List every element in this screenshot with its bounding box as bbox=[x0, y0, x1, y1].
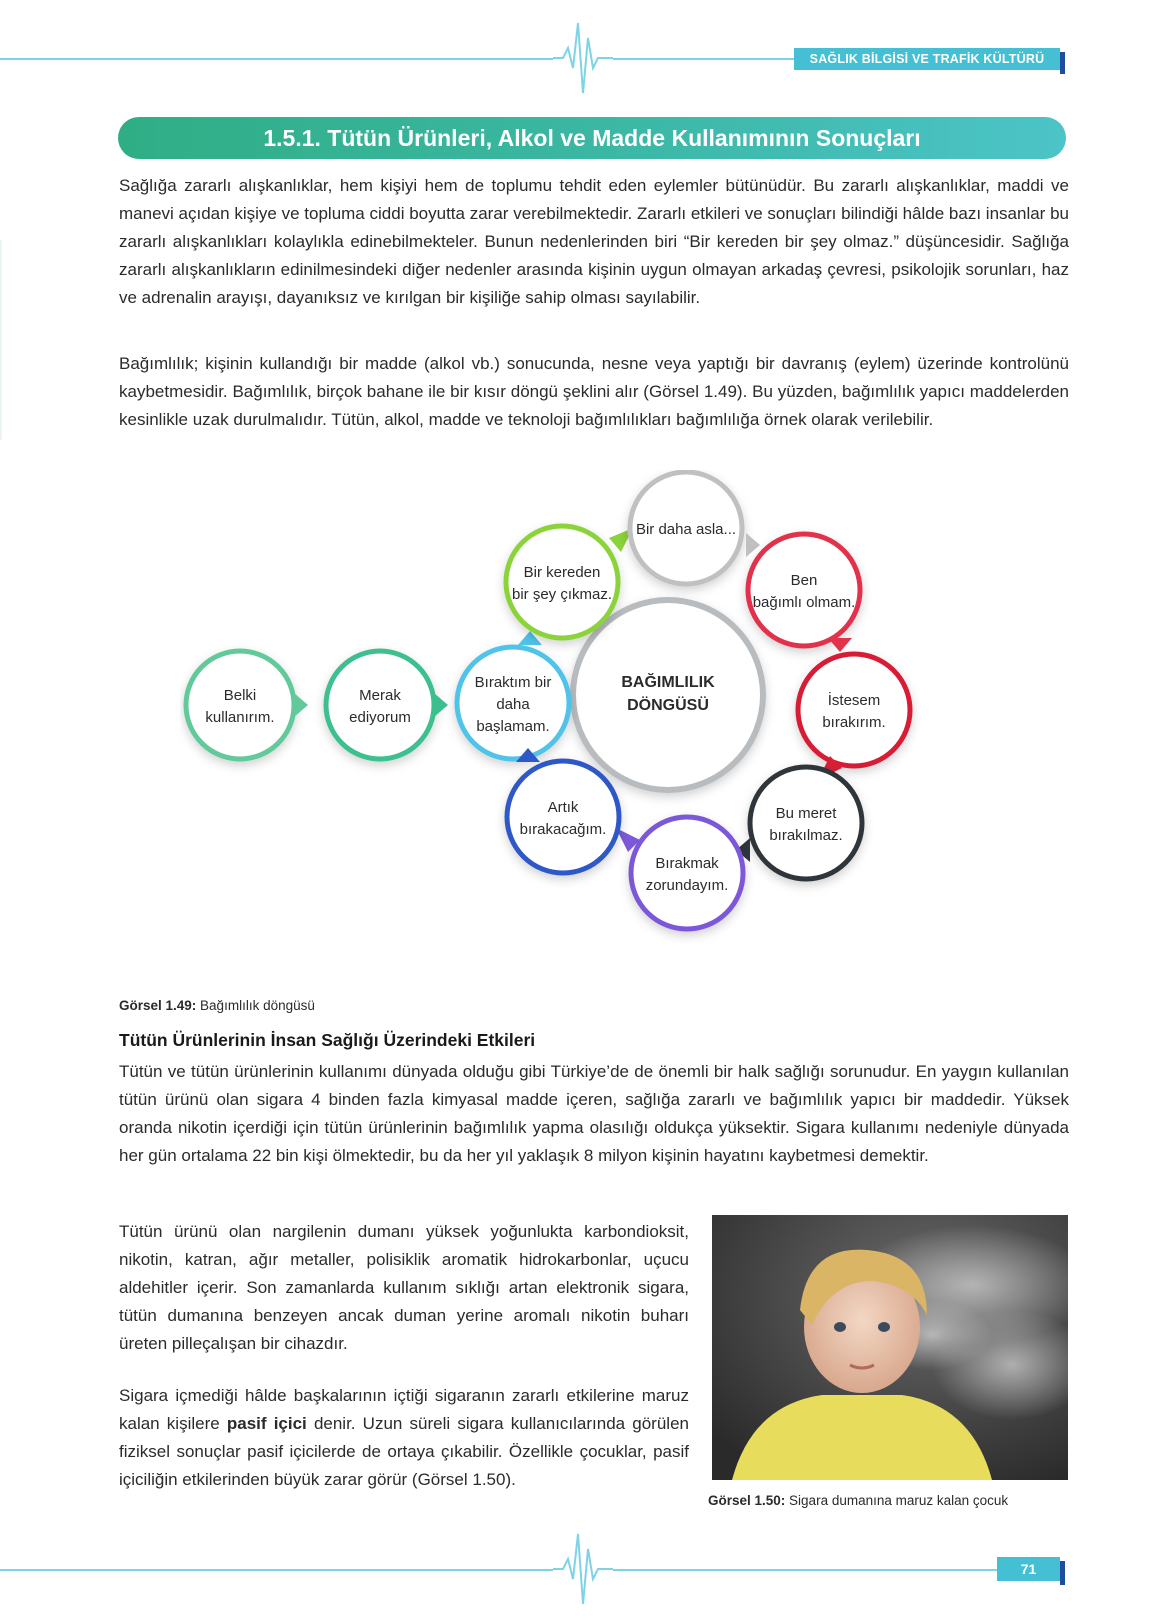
heartbeat-icon bbox=[553, 18, 613, 98]
cycle-node-circle bbox=[186, 651, 294, 759]
cycle-node-circle bbox=[748, 534, 860, 646]
cycle-node-label: Bırakmak bbox=[655, 855, 719, 872]
cycle-node-label: İstesem bbox=[827, 692, 881, 709]
cycle-node-label: bırakırım. bbox=[822, 714, 886, 731]
subheading: Tütün Ürünlerinin İnsan Sağlığı Üzerindeki Etkileri bbox=[119, 1030, 536, 1050]
cycle-node-label: Bir daha asla... bbox=[635, 521, 737, 538]
cycle-node-label: bırakılmaz. bbox=[769, 827, 843, 844]
cycle-node-label: zorundayım. bbox=[645, 877, 729, 894]
addiction-cycle-diagram bbox=[180, 470, 940, 990]
figure-caption-1-49 bbox=[119, 998, 315, 1013]
cycle-node-bumeret bbox=[736, 767, 862, 879]
top-rule-right bbox=[613, 58, 794, 60]
paragraph-4: Tütün ürünü olan nargilenin dumanı yüksek yoğunlukta karbondioksit, nikotin, katran, ağır metaller, polisiklik aromatik hidrokarbonlar, uçucu aldehitler içerir. Son zamanlarda kullanım sıklığı artan elektronik sigara, tütün dumanına benzeyen ancak duman yerine aromalı nikotin buharı üreten pilleçalışan bir cihazdır. bbox=[119, 1222, 689, 1353]
cycle-node-label: Belki bbox=[223, 687, 257, 704]
p5-text-after: denir. Uzun süreli sigara kullanıcılarında görülen fiziksel sonuçlar pasif içicilerde de ortaya çıkabilir. Özellikle çocuklar, pasif içiciliğin etkilerinden büyük zarar görür (Görsel 1.50). bbox=[119, 1414, 689, 1489]
center-label-line2: DÖNGÜSÜ bbox=[627, 697, 709, 714]
heartbeat-icon bbox=[553, 1529, 613, 1609]
cycle-arrow bbox=[828, 638, 852, 652]
cycle-node-label: ediyorum bbox=[349, 709, 411, 726]
center-label-line1: BAĞIMLILIK bbox=[621, 674, 715, 691]
paragraph-1: Sağlığa zararlı alışkanlıklar, hem kişiyi hem de toplumu tehdit eden eylemler bütünüdür. Bu zararlı alışkanlıklar, maddi ve manevi açıdan kişiye ve topluma ciddi boyutta zarar verebilmektedir. Zararlı etkileri ve sonuçları bilindiği hâlde bazı insanlar bu zararlı alışkanlıkları kolaylıkla edinebilmekteler. Bunun nedenlerinden biri “Bir kereden bir şey olmaz.” düşüncesidir. Sağlığa zararlı alışkanlıkların edinilmesindeki diğer nedenler arasında kişinin uygun olmayan arkadaş çevresi, psikolojik sorunları, haz ve adrenalin arayışı, dayanıksız ve kırılgan bir kişiliğe sahip olması sayılabilir. bbox=[119, 176, 1069, 307]
cycle-node-label: Bıraktım bir bbox=[474, 674, 552, 691]
cycle-node-label: Merak bbox=[359, 687, 401, 704]
cycle-node-label: kullanırım. bbox=[205, 709, 275, 726]
cycle-node-label: daha bbox=[496, 696, 530, 713]
cycle-node-circle bbox=[631, 817, 743, 929]
cycle-node-circle bbox=[750, 767, 862, 879]
center-circle bbox=[573, 600, 763, 790]
cycle-node-circle bbox=[507, 761, 619, 873]
cycle-node-label: Bu meret bbox=[775, 805, 837, 822]
section-title: 1.5.1. Tütün Ürünleri, Alkol ve Madde Kullanımının Sonuçları bbox=[118, 117, 1066, 159]
cycle-arrow bbox=[294, 693, 308, 717]
cycle-arrow bbox=[746, 533, 760, 557]
caption-text: Sigara dumanına maruz kalan çocuk bbox=[785, 1493, 1009, 1508]
p5-bold-term: pasif içici bbox=[226, 1414, 307, 1433]
cycle-node-birakmak bbox=[616, 817, 743, 929]
figure-caption-1-50 bbox=[708, 1493, 1008, 1508]
child-smoke-photo bbox=[712, 1215, 1068, 1480]
caption-label: Görsel 1.50: bbox=[708, 1493, 786, 1508]
header-tag: SAĞLIK BİLGİSİ VE TRAFİK KÜLTÜRÜ bbox=[794, 48, 1060, 70]
top-rule-left bbox=[0, 58, 553, 60]
cycle-node-circle bbox=[506, 526, 618, 638]
paragraph-2: Bağımlılık; kişinin kullandığı bir madde (alkol vb.) sonucunda, nesne veya yaptığı bir davranış (eylem) üzerinde kontrolünü kaybetmesidir. Bağımlılık, birçok bahane ile bir kısır döngü şeklini alır (Görsel 1.49). Bu yüzden, bağımlılık yapıcı maddelerden kesinlikle uzak durulmalıdır. Tütün, alkol, madde ve teknoloji bağımlılıkları bağımlılığa örnek olarak verilebilir. bbox=[119, 354, 1069, 429]
cycle-node-label: Artık bbox=[547, 799, 579, 816]
page-number-shadow bbox=[1060, 1561, 1065, 1585]
cycle-node-label: Ben bbox=[790, 572, 818, 589]
bottom-rule-right bbox=[613, 1569, 997, 1571]
cycle-node-label: bir şey çıkmaz. bbox=[511, 586, 613, 603]
page-number: 71 bbox=[997, 1557, 1060, 1581]
header-tag-shadow bbox=[1060, 52, 1065, 74]
caption-text: Bağımlılık döngüsü bbox=[196, 998, 315, 1013]
bottom-rule-left bbox=[0, 1569, 553, 1571]
cycle-node-belki bbox=[186, 651, 308, 759]
cycle-node-label: başlamam. bbox=[476, 718, 550, 735]
cycle-node-merak bbox=[326, 651, 448, 759]
paragraph-5 bbox=[119, 1382, 689, 1494]
cycle-node-ben bbox=[748, 534, 860, 652]
cycle-node-circle bbox=[326, 651, 434, 759]
paragraph-3: Tütün ve tütün ürünlerinin kullanımı dünyada olduğu gibi Türkiye’de de önemli bir halk sağlığı sorunudur. En yaygın kullanılan tütün ürünü olan sigara 4 binden fazla kimyasal madde içeren, sağlığa zararlı ve bağımlılık yapıcı bir maddedir. Yüksek oranda nikotin içerdiği için tütün ürünlerinin bağımlılık yapma olasılığı oldukça yüksektir. Sigara kullanımı nedeniyle dünyada her gün ortalama 22 bin kişi ölmektedir, bu da her yıl yaklaşık 8 milyon kişinin hayatını kaybetmesi demektir. bbox=[119, 1062, 1069, 1165]
cycle-node-label: bırakacağım. bbox=[519, 821, 607, 838]
cycle-node-label: bağımlı olmam. bbox=[752, 594, 856, 611]
cycle-node-label: Bir kereden bbox=[523, 564, 601, 581]
cycle-node-circle bbox=[798, 654, 910, 766]
caption-label: Görsel 1.49: bbox=[119, 998, 197, 1013]
margin-line bbox=[0, 240, 2, 440]
cycle-node-birdaha bbox=[630, 472, 760, 584]
cycle-arrow bbox=[434, 693, 448, 717]
cycle-node-biraktim bbox=[457, 631, 569, 759]
p5-text-before: Sigara içmediği hâlde başkalarının içtiği sigaranın zararlı etkilerine maruz kalan kişilere bbox=[119, 1386, 689, 1433]
cycle-node-istesem bbox=[798, 654, 910, 780]
